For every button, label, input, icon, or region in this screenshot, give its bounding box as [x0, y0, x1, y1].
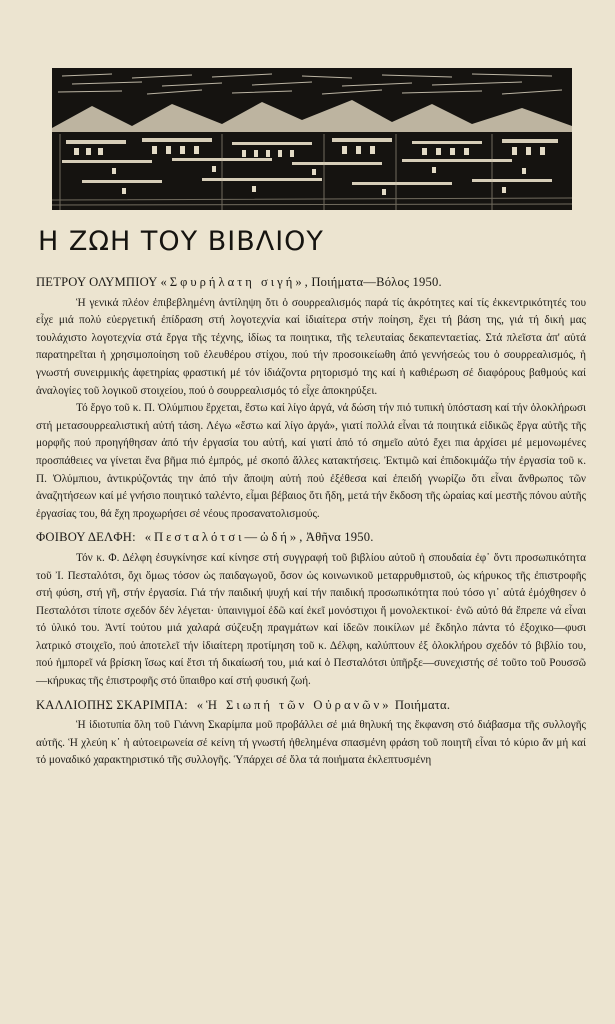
review-work: : «Ἡ Σιωπή τῶν Οὐρανῶν» [184, 697, 392, 712]
review-heading [36, 274, 586, 292]
review-olympiou [36, 274, 586, 523]
review-paragraph: Ἡ ἰδιοτυπία ὅλη τοῦ Γιάννη Σκαρίμπα μοῦ προβάλλει σέ μιά θηλυκή της ἔκφανση στό διάβασμα τῆς συλλογῆς αὐτῆς. Ἡ χλεύη κ᾽ ἡ αὐτοειρωνεία σέ κείνη τή γνωστή ἠθελημένα σπασμένη φράση τοῦ ποιητῆ εἶναι τό κύριο ἄν μή καί τό μοναδικό χαρακτηριστικό τῆς συλλογῆς. Ὑπάρχει σέ ὅλα τά ποιήματα ἐκλεπτυσμένη [36, 719, 586, 767]
reviews-body [36, 274, 586, 770]
header-illustration [52, 68, 572, 210]
review-details: , Ἀθῆνα 1950. [299, 530, 374, 545]
review-author: ΚΑΛΛΙΟΠΗΣ ΣΚΑΡΙΜΠΑ [36, 697, 185, 712]
page-title: Η ΖΩΗ ΤΟΥ ΒΙΒΛΙΟΥ [38, 226, 324, 257]
review-author: ΠΕΤΡΟΥ ΟΛΥΜΠΙΟΥ [36, 275, 158, 289]
review-paragraph: Τόν κ. Φ. Δέλφη ἐσυγκίνησε καί κίνησε στή συγγραφή τοῦ βιβλίου αὐτοῦ ἡ σπουδαία ἐφ᾽ ὄντι προσωπικότητα τοῦ Ἰ. Πεσταλότσι, ὄχι ὅμως τόσον ὡς παιδαγωγοῦ, ὅσον ὡς κοινωνικοῦ μεταρρυθμιστοῦ, ὡς κήρυκος τῆς ἐπιστροφῆς στή φύση, στή γῆ, στήν ἐργασία. Γιά τήν παιδική ψυχή καί τήν παιδική προσωπικότητα πού τόσο γι᾽ αὐτά ἐμόχθησεν ὁ Πεσταλότσι τίποτε σχεδόν δέν λέγεται· ὑπαινιγμοί ἐδῶ καί ἐκεῖ μονόστιχοι ἤ μονολεκτικοί· ἐνῶ αὐτό θά ἔπρεπε νά εἶναι τό ὑλικό του. Ἀντί τούτου μιά χαλαρά σύζευξη πραγμάτων καί ἰδεῶν ποικίλων μέ ἔκδηλο πάντα τό ἐξοχικο—φυσι λατρικό στοιχεῖο, πού ἀποτελεῖ τήν ἰδιαίτερη προτίμηση τοῦ κ. Δέλφη, καλύπτουν ἐξ ὁλοκλήρου σχεδόν τό βιβλίο του, πού ἠμπορεῖ νά βρίσκη ἴσως καί ἔτσι τή δικαίωσή του, μιά καί ὁ Πεσταλότσι ὑπῆρξε—συνεχιστής σέ τοῦτο τοῦ Ρουσσῶ—κήρυκας τῆς ἐπιστροφῆς στό ὕπαιθρο καί στή φυσική ζωή. [36, 551, 586, 688]
review-author: ΦΟΙΒΟΥ ΔΕΛΦΗ [36, 530, 133, 545]
review-heading [36, 529, 586, 547]
review-heading [36, 697, 586, 715]
review-work: «Σφυρήλατη σιγή» [160, 275, 305, 289]
review-work: : «Πεσταλότσι—ὠδή» [132, 530, 300, 545]
review-delfi [36, 529, 586, 690]
review-paragraph: Ἡ γενικά πλέον ἐπιβεβλημένη ἀντίληψη ὅτι ὁ σουρρεαλισμός παρά τίς ἀκρότητες καί τίς ἐκκεντρικότητές του εἶχε μιά πολύ εὐεργετική ἐπίδραση στή λογοτεχνία καί ἰδιαίτερα στήν ποίηση, ἔχει τή βάση της, γιά τή δική μας τουλάχιστο λογοτεχνία στά ἔργα τῆς τέχνης, ἰδίως τα ποιητικα, τῆς τελευταίας δεκαπενταετίας. Στά πλεῖστα ἀπ' αὐτά παρατηρεῖται ἡ χρησιμοποίηση τοῦ ἐλευθέρου στίχου, πού τήν προσοικείωθη ἀπό γεννήσεώς του ὁ σουρρεαλισμός, ἡ γνωστή συνειρμικής ἀφετηρίας φραστική μέ τόν ἰδιάζοντα ρητορισμό της καί ἡ καθιέρωση σέ διαφόρους βαθμούς καί ἀναλογίες τοῦ λογικοῦ στοιχείου, πού ὁ σουρρεαλισμός τό εἶχε ἀποκηρύξει. [36, 296, 586, 397]
review-paragraph: Τό ἔργο τοῦ κ. Π. Ὀλύμπιου ἔρχεται, ἔστω καί λίγο ἀργά, νά δώση τήν πιό τυπική ὑπόσταση καί τήν ὁλοκλήρωσι στή μετασουρρεαλιστική αὐτή τάση. Λέγω «ἔστω καί λίγο ἀργά», γιατί πολλά εἶναι τά ποιητικά εἰδικῶς ἔργα αὐτῆς τῆς μορφῆς πού προηγήθησαν ἀπό τήν ἐργασία του αὐτή, καί γιατί ἀπό τό σημεῖο αὐτό ἔχει πια ἀρχίσει μέ μεμονωμένες προσπάθειες να γίνεται ἕνα βῆμα πιό ἐμπρός, μέ σκοπό ἄλλες κατακτήσεις. Ἐκτιμῶ καί ἐπιδοκιμάζω τήν ἐργασία τοῦ κ. Π. Ὀλύμπιου, ἀντικρύζοντάς την ἀπό τήν ἄποψη αὐτή πού ἐξέθεσα καί ἐπειδή γνωρίζω ὅτι εἶναι ἄνθρωπος τῶν ἀναζητήσεων καί μέ γνήσιο ποιητικό ταλέντο, εἶμαι βέβαιος ὅτι ἤδη, μετά τήν ἔκδοση τῆς ὡραίας καί μεστῆς πόνου αὐτῆς ἐργασίας του, θά ἔχη προχωρήσει σέ νέους προσανατολισμούς. [36, 402, 586, 520]
review-skarimpa [36, 697, 586, 770]
review-details: , Ποιήματα—Βόλος 1950. [304, 275, 442, 289]
review-details: Ποιήματα. [391, 697, 451, 712]
woodcut-town-image [52, 68, 572, 210]
